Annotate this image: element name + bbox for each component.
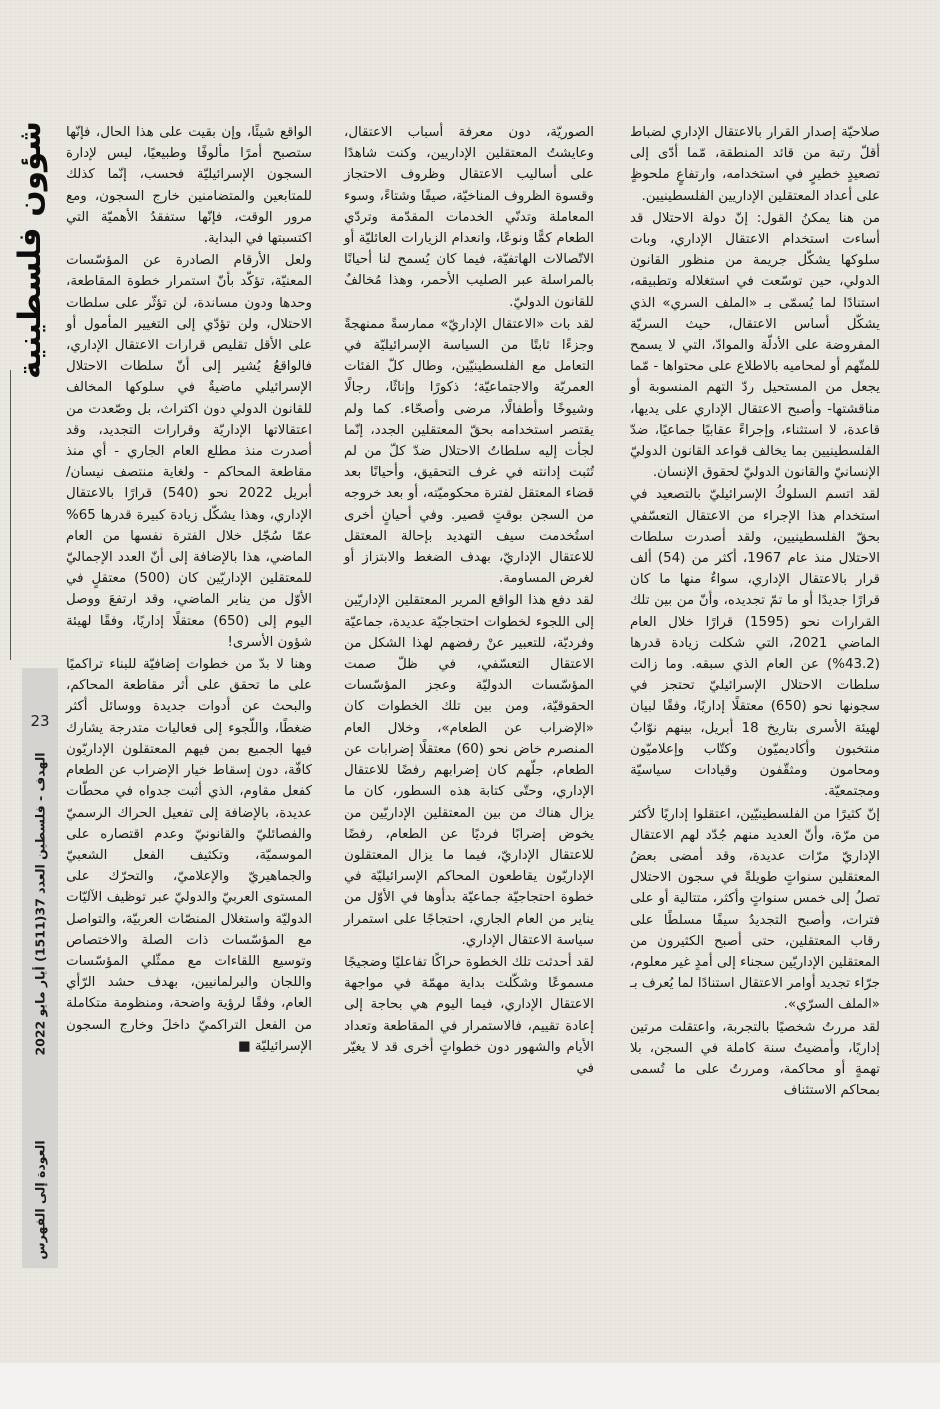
article-column-left [66,122,312,1057]
paragraph: لقد أحدثت تلك الخطوة حراكًا تفاعليًا وضجيجًا مسموعًا وشكّلت بداية مهمّة في مواجهة الاعتقال الإداري، فيما اليوم هي بحاجة إلى إعادة تقييم، فالاستمرار في المقاطعة وتعداد الأيام والشهور دون خطواتٍ أخرى قد لا يغيّر في [344,954,594,1076]
paragraph: الواقع شيئًا، وإن بقيت على هذا الحال، فإنّها ستصبح أمرًا مألوفًا وطبيعيًا، ليس لإدارة السجون الإسرائيليّة فحسب، إنّما كذلك للمتابعين والمتضامنين خارج السجون، ومع مرور الوقت، فإنّها ستفقدُ الأهميّة التي اكتسبتها في البداية. [66,125,312,247]
paragraph: من هنا يمكنُ القول: إنّ دولة الاحتلال قد أساءت استخدام الاعتقال الإداري، وبات سلوكها يشكّل جريمة من منظور القانون الدولي، حين توسّعت في استغلاله وتطبيقه، استنادًا لما يُسمّى بـ «الملف السري» الذي يشكّل أساس الاعتقال، حيث السريّة المفروضة على الأدلّة والموادّ، التي لا يسمح للمتّهم أو لمحاميه بالاطلاع على محتواها - مّما يجعل من المستحيل ردّ التهم المنسوبة أو مناقشتها- وأصبح الاعتقال الإداري على يديها، قاعدة، لا استثناء، وإجراءً عقابيًا جماعيًا، ضدّ الفلسطينيين بما يخالف قواعد القانون الدوليّ الإنسانيّ والقانون الدوليّ لحقوق الإنسان. [630,210,880,481]
section-title-rule [10,370,11,660]
article-column-middle [344,122,594,1079]
bottom-margin [0,1363,940,1409]
paragraph: إنّ كثيرًا من الفلسطينيّين، اعتقلوا إداريًا لأكثر من مرّة، وأنّ العديد منهم جُدّد لهم الاعتقال الإداريّ مرّات عديدة، وقد أمضى بعضُ المعتقلين سنواتٍ طويلةً في سجون الاحتلال تصلُ إلى خمس سنواتٍ وأكثر، متتالية أو على فترات، وأصبح التجديدُ سيفًا مسلطًا على رقاب المعتقلين، حتى أصبح الكثيرون من المعتقلين الإداريّين سجناء إلى أمدٍ غير معلوم، جرّاء تجديد أوامر الاعتقال استنادًا لما يُعرف بـ «الملف السرّي». [630,806,880,1013]
magazine-page: شؤون فلسطينية 23 الهدف - فلسطين العدد 37(1511) أيار مايو 2022 العودة إلى الفهرس صلاحيّة إصدار القرار بالاعتقال الإداري لضباط أقلّ رتبة من قائد المنطقة، مّما أدّى إلى تصعيدٍ خطيرٍ في استخدامه، وارتفاعٍ ملحوظٍ على أعداد المعتقلين الإداريين الفلسطينيين. من هنا يمكنُ القول: إنّ دولة الاحتلال قد أساءت استخدام الاعتقال الإداري، وبات سلوكها يشكّل جريمة من منظور القانون الدولي، حين توسّعت في استغلاله وتطبيقه، استنادًا لما يُسمّى بـ «الملف السري» الذي يشكّل أساس الاعتقال، حيث السريّة المفروضة على الأدلّة والموادّ، التي لا يسمح للمتّهم أو لمحاميه بالاطلاع على محتواها - مّما يجعل من المستحيل ردّ التهم المنسوبة أو مناقشتها- وأصبح الاعتقال الإداري على يديها، قاعدة، لا استثناء، وإجراءً عقابيًا جماعيًا، ضدّ الفلسطينيين بما يخالف قواعد القانون الدوليّ الإنسانيّ والقانون الدوليّ لحقوق الإنسان. لقد اتسم السلوكُ الإسرائيليّ بالتصعيد في استخدام هذا الإجراء من الاعتقال التعسّفي بحقّ الفلسطينيين، ولقد أصدرت سلطات الاحتلال منذ عام 1967، أكثر من (54) ألف قرار بالاعتقال الإداري، سواءٌ منها ما كان قرارًا جديدًا أو ما تمّ تجديده، وأنّ من بين تلك القرارات نحو (1595) قرارًا خلال العام الماضي 2021، التي شكلت زيادة قدرها (43.2%) عن العام الذي سبقه. وما زالت سلطات الاحتلال الإسرائيليّ تحتجز في سجونها نحو (650) معتقلًا إداريًا، وفقًا لبيان لهيئة الأسرى بتاريخ 18 أبريل، بينهم نوّابٌ منتخبون وأكاديميّون وكتّاب وإعلاميّون ومحامون ومثقّفون وقيادات سياسيّة ومجتمعيّة. إنّ كثيرًا من الفلسطينيّين، اعتقلوا إداريًا لأكثر من مرّة، وأنّ العديد منهم جُدّد لهم الاعتقال الإداريّ مرّات عديدة، وقد أمضى بعضُ المعتقلين سنواتٍ طويلةً في سجون الاحتلال تصلُ إلى خمس سنواتٍ وأكثر، متتالية أو على فترات، وأصبح التجديدُ سيفًا مسلطًا على رقاب المعتقلين، حتى أصبح الكثيرون من المعتقلين الإداريّين سجناء إلى أمدٍ غير معلوم، جرّاء تجديد أوامر الاعتقال استنادًا لما يُعرف بـ «الملف السرّي». لقد مررتُ شخصيًا بالتجربة، واعتقلت مرتين إداريًا، وأمضيتُ سنة كاملة في السجن، بلا تهمةٍ أو محاكمة، ومررتُ على ما تُسمى بمحاكم الاستئناف الصوريّة، دون معرفة أسباب الاعتقال، وعايشتُ المعتقلين الإداريين، وكنت شاهدًا على أساليب الاعتقال وظروف الاحتجاز وقسوة الظروف المناخيّة، صيفًا وشتاءً، وسوء المعاملة وتدنّي الخدمات المقدّمة وتردّي الطعام كمًّا ونوعًا، وانعدام الزيارات العائليّة أو الاتّصالات الهاتفيّة، فيما كان يُسمح لنا أحيانًا بالمراسلة عبر الصليب الأحمر، وهذا مُخالفٌ للقانون الدوليّ. لقد بات «الاعتقال الإداريّ» ممارسةً ممنهجةً وجزءًا ثابتًا من السياسة الإسرائيليّة في التعامل مع الفلسطينيّين، وطال كلّ الفئات العمريّة والاجتماعيّة؛ ذكورًا وإناثًا، رجالًا وشيوخًا وأطفالًا، مرضى وأصحّاء. كما ولم يقتصر استخدامه بحقّ المعتقلين الجدد، إنّما لجأت إليه سلطاتُ الاحتلال ضدّ كلّ من لم تُثبت إدانته في غرف التحقيق، وأحيانًا بعد قضاء المعتقل لفترة محكوميّته، أو بعد خروجه من السجن بوقتٍ قصير. وفي أحيانٍ أخرى استُخدمت سيف التهديد بإحالة المعتقل للاعتقال الإداريّ، بهدف الضغط والابتزاز أو لغرض المساومة. لقد دفع هذا الواقع المرير المعتقلين الإداريّين إلى اللجوء لخطوات احتجاجيّة عديدة، جماعيّة وفرديّة، للتعبير عنْ رفضهم لهذا الشكل من الاعتقال التعسّفي، في ظلّ صمت المؤسّسات الدوليّة وعجز المؤسّسات الحقوقيّة، ومن بين تلك الخطوات كان «الإضراب عن الطعام»، وخلال العام المنصرم خاض نحو (60) معتقلًا إضرابات عن الطعام، جلّهم كان إضرابهم رفضًا للاعتقال الإداري، وحتّى كتابة هذه السطور، كان ما يزال هناك من بين المعتقلين الإداريّين من يخوض إضرابًا فرديًا عن الطعام، رفضًا للاعتقال الإداريّ، فيما ما يزال المعتقلون الإداريّون يقاطعون المحاكم الإسرائيليّة في خطوة احتجاجيّة جماعيّة بدأوها في الأوّل من يناير من العام الجاري، احتجاجًا على استمرار سياسة الاعتقال الإداري. لقد أحدثت تلك الخطوة حراكًا تفاعليًا وضجيجًا مسموعًا وشكّلت بداية مهمّة في مواجهة الاعتقال الإداري، فيما اليوم هي بحاجة إلى إعادة تقييم، فالاستمرار في المقاطعة وتعداد الأيام والشهور دون خطواتٍ أخرى قد لا يغيّر في الواقع شيئًا، وإن بقيت على هذا الحال، فإنّها ستصبح أمرًا مألوفًا وطبيعيًا، ليس لإدارة السجون الإسرائيليّة فحسب، إنّما كذلك للمتابعين والمتضامنين خارج السجون، ومع مرور الوقت، فإنّها ستفقدُ الأهميّة التي اكتسبتها في البداية. ولعل الأرقام الصادرة عن المؤسّسات المعنيّة، تؤكّد بأنّ استمرار خطوة المقاطعة، وحدها ودون مساندة، لن تؤثّر على سلطات الاحتلال، ولن تؤدّي إلى التغيير المأمول أو على الأقل تقليص قرارات الاعتقال الإداري، فالواقعُ يُشير إلى أنّ سلطات الاحتلال الإسرائيلي ماضيةٌ في سلوكها المخالف للقانون الدولي دون اكتراث، بل وصّعدت من اعتقالاتها الإداريّة وقرارات التجديد، وقد أصدرت منذ مطلع العام الجاري - أي منذ مقاطعة المحاكم - ولغاية منتصف نيسان/أبريل 2022 نحو (540) قرارًا بالاعتقال الإداري، وهذا يشكّل زيادة كبيرة قدرها 65% عمّا سُجّل خلال الفترة نفسها من العام الماضي، هذا بالإضافة إلى أنّ العدد الإجماليّ للمعتقلين الإداريّين كان (500) معتقلٍ في الأوّل من يناير الماضي، وقد ارتفعَ ووصل اليوم إلى (650) معتقلًا إداريًا، وفقًا لهيئة شؤون الأسرى! وهنا لا بدّ من خطوات إضافيّة للبناء تراكميًا على ما تحقق على أثر مقاطعة المحاكم، والبحث عن أدوات جديدة ووسائل أكثر ضغطًا، واللّجوء إلى فعاليات متدرجة يشارك فيها الجميع بمن فيهم المعتقلون الإداريّون كافّة، دون إسقاط خيار الإضراب عن الطعام كفعل مقاوم، الذي أثبت جدواه في محطّات عديدة، بالإضافة إلى تفعيل الحراك الرسميّ والفصائليّ والقانونيّ وعدم اقتصاره على الموسميّة، وتكثيف الفعل الشعبيّ والجماهيريّ والإعلاميّ، والتحرّك على المستوى العربيّ والدوليّ عبر توظيف الآليّات الدوليّة واستغلال المنصّات العربيّة، والتواصل مع المؤسّسات ذات الصلة والاختصاص وتوسيع اللقاءات مع ممثّلي المؤسّسات واللجان والبرلمانيين، بهدف حشد الرّأي العام، وفقًا لرؤية واضحة، ومنظومة متكاملة من الفعل التراكميّ داخلَ وخارج السجون الإسرائيليّة ■ [0,0,940,1409]
page-number: 23 [30,712,50,730]
paragraph: لقد دفع هذا الواقع المرير المعتقلين الإداريّين إلى اللجوء لخطوات احتجاجيّة عديدة، جماعيّة وفرديّة، للتعبير عنْ رفضهم لهذا الشكل من الاعتقال التعسّفي، في ظلّ صمت المؤسّسات الدوليّة وعجز المؤسّسات الحقوقيّة، ومن بين تلك الخطوات كان «الإضراب عن الطعام»، وخلال العام المنصرم خاض نحو (60) معتقلًا إضرابات عن الطعام، جلّهم كان إضرابهم رفضًا للاعتقال الإداري، وحتّى كتابة هذه السطور، كان ما يزال هناك من بين المعتقلين الإداريّين من يخوض إضرابًا فرديًا عن الطعام، رفضًا للاعتقال الإداريّ، فيما ما يزال المعتقلون الإداريّون يقاطعون المحاكم الإسرائيليّة في خطوة احتجاجيّة جماعيّة بدأوها في الأوّل من يناير من العام الجاري، احتجاجًا على استمرار سياسة الاعتقال الإداري. [344,593,594,948]
paragraph: لقد بات «الاعتقال الإداريّ» ممارسةً ممنهجةً وجزءًا ثابتًا من السياسة الإسرائيليّة في التعامل مع الفلسطينيّين، وطال كلّ الفئات العمريّة والاجتماعيّة؛ ذكورًا وإناثًا، رجالًا وشيوخًا وأطفالًا، مرضى وأصحّاء. كما ولم يقتصر استخدامه بحقّ المعتقلين الجدد، إنّما لجأت إليه سلطاتُ الاحتلال ضدّ كلّ من لم تُثبت إدانته في غرف التحقيق، وأحيانًا بعد قضاء المعتقل لفترة محكوميّته، أو بعد خروجه من السجن بوقتٍ قصير. وفي أحيانٍ أخرى استُخدمت سيف التهديد بإحالة المعتقل للاعتقال الإداريّ، بهدف الضغط والابتزاز أو لغرض المساومة. [344,316,594,587]
paragraph: الصوريّة، دون معرفة أسباب الاعتقال، وعايشتُ المعتقلين الإداريين، وكنت شاهدًا على أساليب الاعتقال وظروف الاحتجاز وقسوة الظروف المناخيّة، صيفًا وشتاءً، وسوء المعاملة وتدنّي الخدمات المقدّمة وتردّي الطعام كمًّا ونوعًا، وانعدام الزيارات العائليّة أو الاتّصالات الهاتفيّة، فيما كان يُسمح لنا أحيانًا بالمراسلة عبر الصليب الأحمر، وهذا مُخالفٌ للقانون الدوليّ. [344,125,594,310]
paragraph: ولعل الأرقام الصادرة عن المؤسّسات المعنيّة، تؤكّد بأنّ استمرار خطوة المقاطعة، وحدها ودون مساندة، لن تؤثّر على سلطات الاحتلال، ولن تؤدّي إلى التغيير المأمول أو على الأقل تقليص قرارات الاعتقال الإداري، فالواقعُ يُشير إلى أنّ سلطات الاحتلال الإسرائيلي ماضيةٌ في سلوكها المخالف للقانون الدولي دون اكتراث، بل وصّعدت من اعتقالاتها الإداريّة وقرارات التجديد، وقد أصدرت منذ مطلع العام الجاري - أي منذ مقاطعة المحاكم - ولغاية منتصف نيسان/أبريل 2022 نحو (540) قرارًا بالاعتقال الإداري، وهذا يشكّل زيادة كبيرة قدرها 65% عمّا سُجّل خلال الفترة نفسها من العام الماضي، هذا بالإضافة إلى أنّ العدد الإجماليّ للمعتقلين الإداريّين كان (500) معتقلٍ في الأوّل من يناير الماضي، وقد ارتفعَ ووصل اليوم إلى (650) معتقلًا إداريًا، وفقًا لهيئة شؤون الأسرى! [66,253,313,650]
article-column-right [630,122,880,1101]
paragraph: لقد اتسم السلوكُ الإسرائيليّ بالتصعيد في استخدام هذا الإجراء من الاعتقال التعسّفي بحقّ الفلسطينيين، ولقد أصدرت سلطات الاحتلال منذ عام 1967، أكثر من (54) ألف قرار بالاعتقال الإداري، سواءٌ منها ما كان قرارًا جديدًا أو ما تمّ تجديده، وأنّ من بين تلك القرارات نحو (1595) قرارًا خلال العام الماضي 2021، التي شكلت زيادة قدرها (43.2%) عن العام الذي سبقه. وما زالت سلطات الاحتلال الإسرائيليّ تحتجز في سجونها نحو (650) معتقلًا إداريًا، وفقًا لبيان لهيئة الأسرى بتاريخ 18 أبريل، بينهم نوّابٌ منتخبون وأكاديميّون وكتّاب وإعلاميّون ومحامون ومثقّفون وقيادات سياسيّة ومجتمعيّة. [630,487,880,800]
paragraph: صلاحيّة إصدار القرار بالاعتقال الإداري لضباط أقلّ رتبة من قائد المنطقة، مّما أدّى إلى تصعيدٍ خطيرٍ في استخدامه، وارتفاعٍ ملحوظٍ على أعداد المعتقلين الإداريين الفلسطينيين. [630,125,880,204]
paragraph: لقد مررتُ شخصيًا بالتجربة، واعتقلت مرتين إداريًا، وأمضيتُ سنة كاملة في السجن، بلا تهمةٍ أو محاكمة، ومررتُ على ما تُسمى بمحاكم الاستئناف [630,1019,880,1099]
paragraph: وهنا لا بدّ من خطوات إضافيّة للبناء تراكميًا على ما تحقق على أثر مقاطعة المحاكم، والبحث عن أدوات جديدة ووسائل أكثر ضغطًا، واللّجوء إلى فعاليات متدرجة يشارك فيها الجميع بمن فيهم المعتقلون الإداريّون كافّة، دون إسقاط خيار الإضراب عن الطعام كفعل مقاوم، الذي أثبت جدواه في محطّات عديدة، بالإضافة إلى تفعيل الحراك الرسميّ والفصائليّ والقانونيّ وعدم اقتصاره على الموسميّة، وتكثيف الفعل الشعبيّ والجماهيريّ والإعلاميّ، والتحرّك على المستوى العربيّ والدوليّ عبر توظيف الآليّات الدوليّة واستغلال المنصّات العربيّة، والتواصل مع المؤسّسات ذات الصلة والاختصاص وتوسيع اللقاءات مع ممثّلي المؤسّسات واللجان والبرلمانيين، بهدف حشد الرّأي العام، وفقًا لرؤية واضحة، ومنظومة متكاملة من الفعل التراكميّ داخلَ وخارج السجون الإسرائيليّة ■ [66,657,312,1054]
